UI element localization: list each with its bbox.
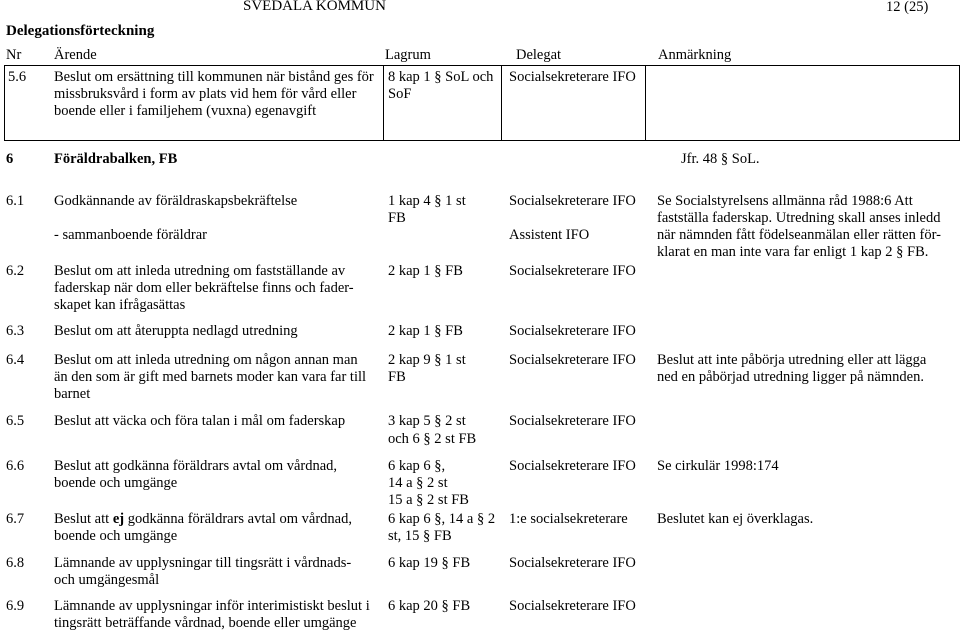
row-nr: 6.1 [6, 193, 25, 209]
row-delegat: Socialsekreterare IFO [509, 555, 636, 571]
row-divider [4, 140, 960, 141]
row-arende-line: boende och umgänge [54, 528, 178, 544]
col-divider [501, 65, 502, 141]
row-lagrum-line: 15 a § 2 st FB [388, 492, 469, 508]
row-lagrum-line: FB [388, 369, 406, 385]
row-arende-line: Lämnande av upplysningar till tingsrätt i vårdnads- [54, 555, 352, 571]
row-delegat: Socialsekreterare IFO [509, 193, 636, 209]
row-lagrum-line: 1 kap 4 § 1 st [388, 193, 466, 209]
row-arende-line: Beslut att godkänna föräldrars avtal om vårdnad, [54, 458, 338, 474]
col-anmarkning: Anmärkning [658, 47, 732, 63]
row-lagrum-line: FB [388, 210, 406, 226]
row-arende-line [54, 511, 352, 528]
row-arende: Beslut att väcka och föra talan i mål om faderskap [54, 413, 346, 429]
row-arende-line: än den som är gift med barnets moder kan vara far till [54, 369, 367, 385]
table-top-border [4, 65, 960, 66]
col-divider [645, 65, 646, 141]
row-arende-line: - sammanboende föräldrar [54, 227, 207, 243]
row-lagrum-line: st, 15 § FB [388, 528, 452, 544]
row-lagrum-line: 8 kap 1 § SoL och [388, 69, 494, 85]
row-arende-line: tingsrätt beträffande vårdnad, boende eller umgänge [54, 615, 357, 631]
row-lagrum-line: 14 a § 2 st [388, 475, 448, 491]
row-anm-line: fastställa faderskap. Utredning skall anses inledd [657, 210, 941, 226]
row-arende-line: Beslut om ersättning till kommunen när bistånd ges för [54, 69, 374, 85]
col-arende: Ärende [54, 47, 97, 63]
row-anm-line: klarat en man inte vara far enligt 1 kap 2 § FB. [657, 244, 929, 260]
section-ref: Jfr. 48 § SoL. [681, 151, 760, 167]
row-delegat: Socialsekreterare IFO [509, 598, 636, 614]
row-lagrum-line: 6 kap 6 §, 14 a § 2 [388, 511, 496, 527]
row-arende-line: Lämnande av upplysningar inför interimistiskt beslut i [54, 598, 370, 614]
row-arende-line: boende och umgänge [54, 475, 178, 491]
row-nr: 5.6 [8, 69, 27, 85]
row-delegat: 1:e socialsekreterare [509, 511, 628, 527]
row-lagrum-line: 6 kap 6 §, [388, 458, 446, 474]
row-nr: 6.2 [6, 263, 25, 279]
row-lagrum-line: 3 kap 5 § 2 st [388, 413, 466, 429]
arende-text: Beslut att [54, 511, 113, 527]
row-lagrum: 6 kap 19 § FB [388, 555, 471, 571]
row-arende-line: och umgängesmål [54, 572, 160, 588]
row-nr: 6.8 [6, 555, 25, 571]
row-arende: Godkännande av föräldraskapsbekräftelse [54, 193, 298, 209]
row-arende-line: missbruksvård i form av plats vid hem för vård eller [54, 86, 357, 102]
row-delegat: Socialsekreterare IFO [509, 458, 636, 474]
col-nr: Nr [6, 47, 22, 63]
page-number: 12 (25) [886, 0, 929, 15]
row-delegat-line: Assistent IFO [509, 227, 590, 243]
row-arende-line: Beslut om att inleda utredning om fastställande av [54, 263, 346, 279]
arende-emphasis: ej [112, 511, 125, 527]
row-nr: 6.3 [6, 323, 25, 339]
table-left-border [4, 65, 5, 141]
row-arende-line: faderskap när dom eller bekräftelse finns och fader- [54, 280, 354, 296]
row-lagrum: 2 kap 1 § FB [388, 263, 463, 279]
row-lagrum-line: 2 kap 9 § 1 st [388, 352, 466, 368]
row-anm: Beslutet kan ej överklagas. [657, 511, 814, 527]
row-lagrum-line: och 6 § 2 st FB [388, 431, 477, 447]
org-name: SVEDALA KOMMUN [243, 0, 386, 14]
section-nr: 6 [6, 151, 14, 167]
row-anm: Se cirkulär 1998:174 [657, 458, 779, 474]
col-divider [383, 65, 384, 141]
row-nr: 6.7 [6, 511, 25, 527]
row-arende-line: barnet [54, 386, 91, 402]
row-delegat: Socialsekreterare IFO [509, 323, 636, 339]
row-anm-line: Se Socialstyrelsens allmänna råd 1988:6 Att [657, 193, 913, 209]
row-anm-line: ned en påbörjad utredning ligger på nämnden. [657, 369, 924, 385]
row-anm-line: när nämnden fått födelseanmälan eller rätten för- [657, 227, 941, 243]
row-delegat: Socialsekreterare IFO [509, 352, 636, 368]
col-lagrum: Lagrum [385, 47, 431, 63]
row-nr: 6.6 [6, 458, 25, 474]
row-delegat: Socialsekreterare IFO [509, 69, 636, 85]
arende-text: godkänna föräldrars avtal om vårdnad, [124, 511, 352, 527]
row-nr: 6.5 [6, 413, 25, 429]
row-nr: 6.9 [6, 598, 25, 614]
row-delegat: Socialsekreterare IFO [509, 413, 636, 429]
document-title: Delegationsförteckning [6, 23, 155, 39]
row-nr: 6.4 [6, 352, 25, 368]
row-lagrum: 6 kap 20 § FB [388, 598, 471, 614]
col-delegat: Delegat [516, 47, 562, 63]
row-lagrum: 2 kap 1 § FB [388, 323, 463, 339]
row-arende-line: skapet kan ifrågasättas [54, 297, 186, 313]
row-delegat: Socialsekreterare IFO [509, 263, 636, 279]
row-lagrum-line: SoF [388, 86, 412, 102]
row-arende-line: boende eller i familjehem (vuxna) egenavgift [54, 103, 317, 119]
section-title: Föräldrabalken, FB [54, 151, 178, 167]
row-arende-line: Beslut om att inleda utredning om någon annan man [54, 352, 358, 368]
row-anm-line: Beslut att inte påbörja utredning eller att lägga [657, 352, 927, 368]
row-arende: Beslut om att återuppta nedlagd utredning [54, 323, 298, 339]
